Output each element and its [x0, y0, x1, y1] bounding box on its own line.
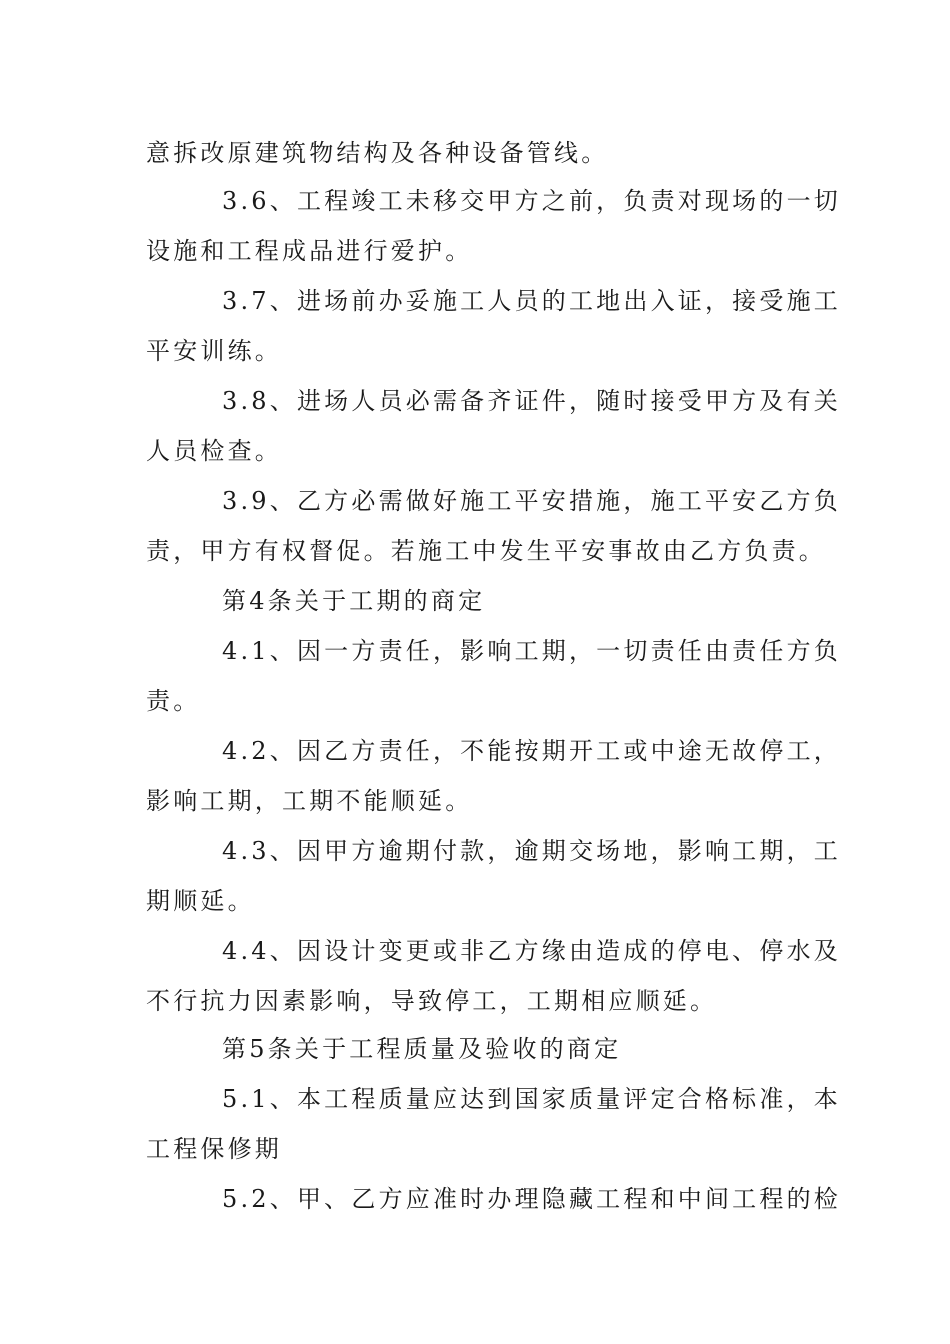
text-line: 平安训练。 [146, 337, 282, 365]
text-line: 4.4、因设计变更或非乙方缘由造成的停电、停水及 [222, 937, 841, 965]
text-line: 意拆改原建筑物结构及各种设备管线。 [146, 139, 609, 167]
section-heading: 第5条关于工程质量及验收的商定 [222, 1035, 622, 1063]
text-line: 4.2、因乙方责任，不能按期开工或中途无故停工， [222, 737, 841, 765]
text-line: 设施和工程成品进行爱护。 [146, 237, 473, 265]
text-line: 影响工期，工期不能顺延。 [146, 787, 473, 815]
text-line: 期顺延。 [146, 887, 255, 915]
text-line: 5.1、本工程质量应达到国家质量评定合格标准，本 [222, 1085, 841, 1113]
text-line: 责，甲方有权督促。若施工中发生平安事故由乙方负责。 [146, 537, 826, 565]
text-line: 工程保修期 [146, 1135, 282, 1163]
text-line: 3.7、进场前办妥施工人员的工地出入证，接受施工 [222, 287, 841, 315]
section-heading: 第4条关于工期的商定 [222, 587, 486, 615]
text-line: 人员检查。 [146, 437, 282, 465]
text-line: 4.3、因甲方逾期付款，逾期交场地，影响工期，工 [222, 837, 841, 865]
text-line: 4.1、因一方责任，影响工期，一切责任由责任方负 [222, 637, 841, 665]
text-line: 5.2、甲、乙方应准时办理隐藏工程和中间工程的检 [222, 1185, 841, 1213]
text-line: 3.8、进场人员必需备齐证件，随时接受甲方及有关 [222, 387, 841, 415]
text-line: 不行抗力因素影响，导致停工，工期相应顺延。 [146, 987, 718, 1015]
text-line: 责。 [146, 687, 201, 715]
text-line: 3.6、工程竣工未移交甲方之前，负责对现场的一切 [222, 187, 841, 215]
text-line: 3.9、乙方必需做好施工平安措施，施工平安乙方负 [222, 487, 841, 515]
